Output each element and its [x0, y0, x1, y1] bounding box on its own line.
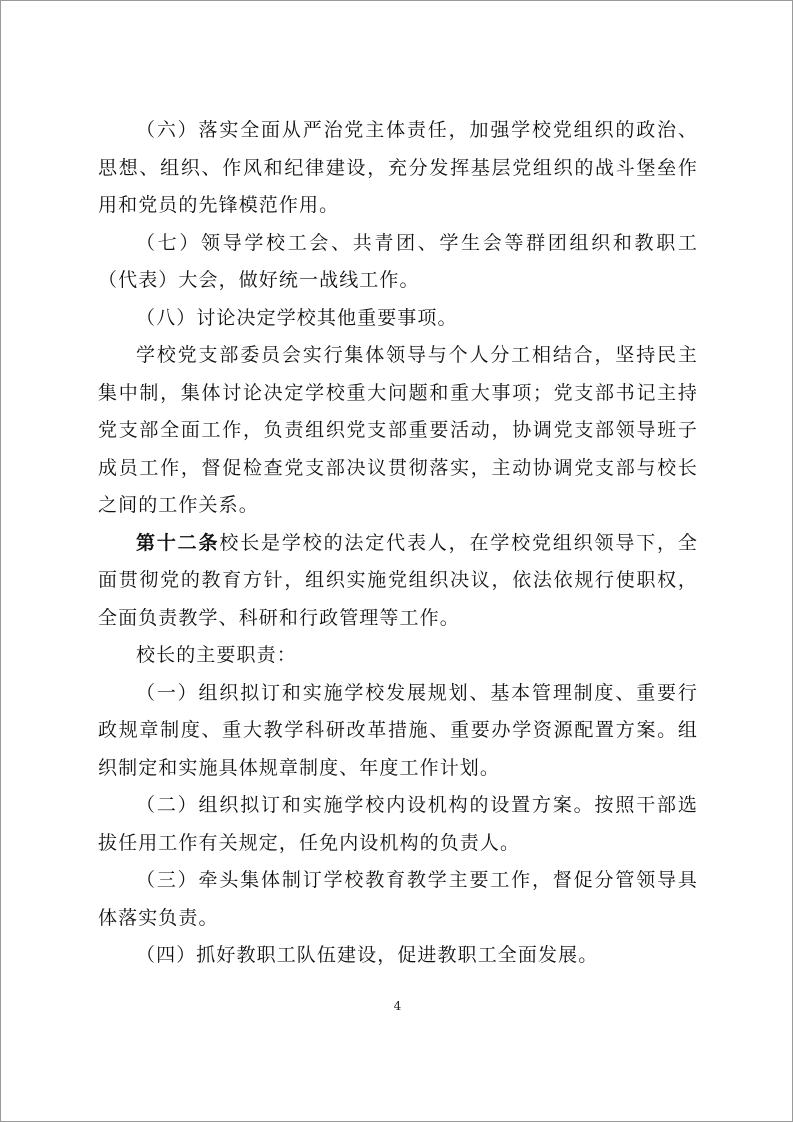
duty-item-4: （四）抓好教职工队伍建设，促进教职工全面发展。 — [136, 944, 599, 966]
document-body — [98, 112, 698, 975]
duty-item-2: （二）组织拟订和实施学校内设机构的设置方案。按照干部选拔任用工作有关规定，任免内设机构的负责人。 — [98, 794, 698, 854]
paragraph-item-7: （七）领导学校工会、共青团、学生会等群团组织和教职工（代表）大会，做好统一战线工作。 — [98, 231, 698, 291]
duty-item-1: （一）组织拟订和实施学校发展规划、基本管理制度、重要行政规章制度、重大教学科研改革措施、重要办学资源配置方案。组织制定和实施具体规章制度、年度工作计划。 — [98, 681, 698, 779]
article-number: 第十二条 — [136, 531, 220, 554]
paragraph-party-branch: 学校党支部委员会实行集体领导与个人分工相结合，坚持民主集中制，集体讨论决定学校重大问题和重大事项；党支部书记主持党支部全面工作，负责组织党支部重要活动，协调党支部领导班子成员工作，督促检查党支部决议贯彻落实，主动协调党支部与校长之间的工作关系。 — [98, 344, 698, 516]
page-number: 4 — [393, 999, 402, 1013]
duty-item-3: （三）牵头集体制订学校教育教学主要工作，督促分管领导具体落实负责。 — [98, 869, 698, 929]
paragraph-item-6: （六）落实全面从严治党主体责任，加强学校党组织的政治、思想、组织、作风和纪律建设，充分发挥基层党组织的战斗堡垒作用和党员的先锋模范作用。 — [98, 119, 698, 216]
article-12-text: 校长是学校的法定代表人，在学校党组织领导下，全面贯彻党的教育方针，组织实施党组织决议，依法依规行使职权，全面负责教学、科研和行政管理等工作。 — [98, 531, 698, 629]
article-12-paragraph — [98, 525, 698, 638]
paragraph-item-8: （八）讨论决定学校其他重要事项。 — [136, 306, 458, 329]
principal-duties-heading: 校长的主要职责： — [136, 644, 297, 666]
